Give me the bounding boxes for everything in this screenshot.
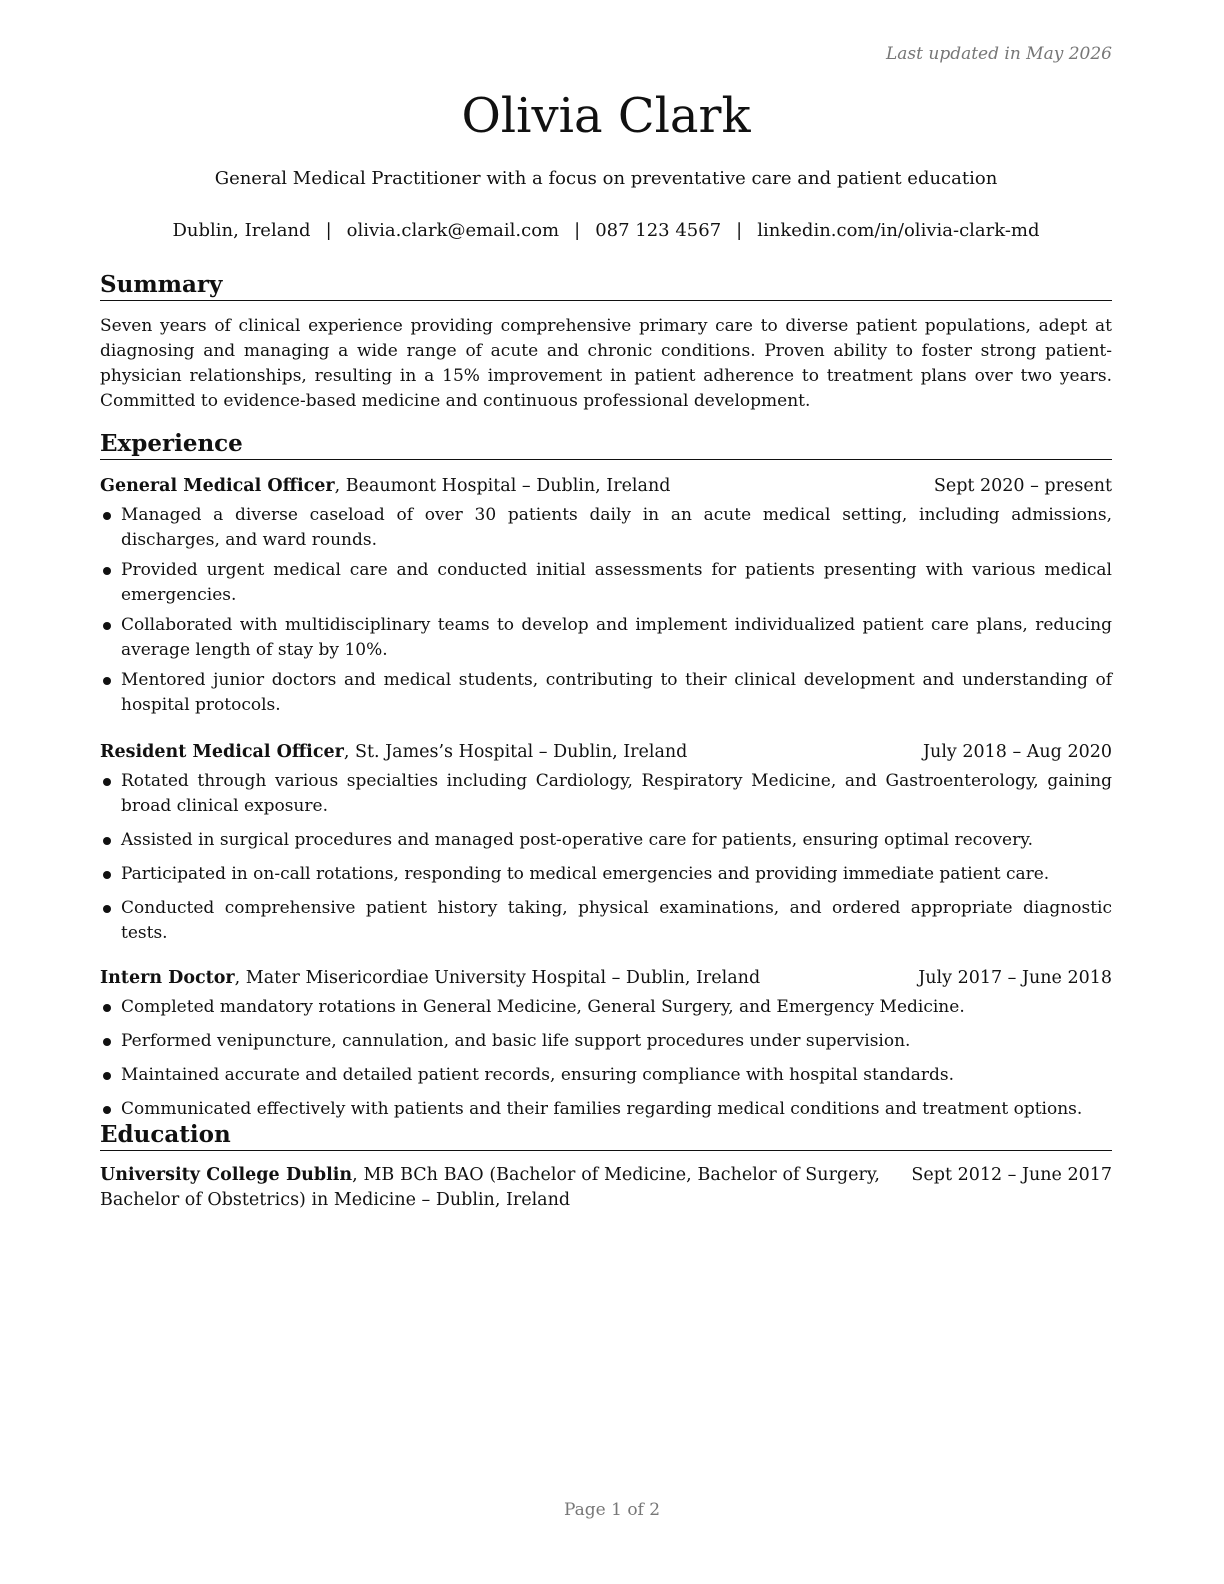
section-title-experience: Experience	[100, 429, 1112, 460]
bullet-icon	[103, 1072, 111, 1080]
bullet-item: Assisted in surgical procedures and managed post-operative care for patients, ensuring optimal recovery.	[100, 828, 1112, 853]
bullet-item: Provided urgent medical care and conducted initial assessments for patients presenting with various medical emergencies.	[100, 558, 1112, 608]
bullet-item: Maintained accurate and detailed patient records, ensuring compliance with hospital standards.	[100, 1063, 1112, 1088]
contact-location: Dublin, Ireland	[172, 220, 311, 241]
job-entry	[100, 966, 1112, 1122]
edu-dates: Sept 2012 – June 2017	[911, 1165, 1112, 1185]
bullet-icon	[103, 622, 111, 630]
job-bullets	[100, 769, 1112, 946]
bullet-icon	[103, 567, 111, 575]
job-org: , Mater Misericordiae University Hospital – Dublin, Ireland	[234, 968, 761, 988]
contact-line	[100, 218, 1112, 244]
bullet-item: Rotated through various specialties including Cardiology, Respiratory Medicine, and Gastroenterology, gaining broad clinical exposure.	[100, 769, 1112, 819]
contact-phone: 087 123 4567	[595, 220, 722, 241]
summary-text: Seven years of clinical experience providing comprehensive primary care to diverse patient populations, adept at diagnosing and managing a wide range of acute and chronic conditions. Proven ability to foster strong patient-physician relationships, resulting in a 15% improvement in patient adherence to treatment plans over two years. Committed to evidence-based medicine and continuous professional development.	[100, 316, 1112, 411]
candidate-name: Olivia Clark	[461, 88, 751, 144]
job-dates: Sept 2020 – present	[933, 476, 1112, 496]
bullet-icon	[103, 778, 111, 786]
contact-separator: |	[574, 220, 581, 241]
job-role: Resident Medical Officer	[100, 742, 344, 762]
bullet-item: Completed mandatory rotations in General Medicine, General Surgery, and Emergency Medicine.	[100, 995, 1112, 1020]
bullet-icon	[103, 1004, 111, 1012]
job-bullets	[100, 503, 1112, 718]
bullet-item: Performed venipuncture, cannulation, and basic life support procedures under supervision.	[100, 1029, 1112, 1054]
contact-separator: |	[736, 220, 743, 241]
bullet-item: Managed a diverse caseload of over 30 patients daily in an acute medical setting, including admissions, discharges, and ward rounds.	[100, 503, 1112, 553]
bullet-item: Collaborated with multidisciplinary teams to develop and implement individualized patient care plans, reducing average length of stay by 10%.	[100, 613, 1112, 663]
edu-detail: , MB BCh BAO (Bachelor of Medicine, Bachelor of Surgery, Bachelor of Obstetrics) in Medicine – Dublin, Ireland	[100, 1165, 880, 1210]
edu-school: University College Dublin	[100, 1165, 353, 1185]
last-updated: Last updated in May 2026	[885, 44, 1112, 64]
job-header	[100, 740, 1112, 765]
job-org: , St. James’s Hospital – Dublin, Ireland	[343, 742, 688, 762]
bullet-icon	[103, 905, 111, 913]
summary-section	[100, 270, 1112, 414]
bullet-icon	[103, 1106, 111, 1114]
job-dates: July 2018 – Aug 2020	[923, 742, 1112, 762]
bullet-item: Mentored junior doctors and medical students, contributing to their clinical development and understanding of hospital protocols.	[100, 668, 1112, 718]
bullet-icon	[103, 871, 111, 879]
page-number: Page 1 of 2	[563, 1500, 661, 1520]
job-header	[100, 966, 1112, 991]
tagline: General Medical Practitioner with a focus on preventative care and patient education	[214, 168, 998, 189]
job-bullets	[100, 995, 1112, 1122]
job-dates: July 2017 – June 2018	[918, 968, 1112, 988]
experience-section	[100, 429, 1112, 1131]
bullet-icon	[103, 677, 111, 685]
job-role: General Medical Officer	[100, 476, 335, 496]
contact-separator: |	[325, 220, 332, 241]
bullet-item: Participated in on-call rotations, responding to medical emergencies and providing immediate patient care.	[100, 862, 1112, 887]
section-title-education: Education	[100, 1120, 1112, 1151]
job-entry	[100, 740, 1112, 946]
job-header	[100, 474, 1112, 499]
section-title-summary: Summary	[100, 270, 1112, 301]
education-section	[100, 1120, 1112, 1213]
bullet-item: Conducted comprehensive patient history taking, physical examinations, and ordered appropriate diagnostic tests.	[100, 896, 1112, 946]
job-role: Intern Doctor	[100, 968, 235, 988]
job-org: , Beaumont Hospital – Dublin, Ireland	[334, 476, 671, 496]
bullet-icon	[103, 512, 111, 520]
bullet-icon	[103, 1038, 111, 1046]
job-entry	[100, 474, 1112, 718]
bullet-icon	[103, 837, 111, 845]
education-entry	[100, 1163, 1112, 1213]
contact-email[interactable]: olivia.clark@email.com	[346, 220, 560, 241]
contact-linkedin[interactable]: linkedin.com/in/olivia-clark-md	[757, 220, 1040, 241]
bullet-item: Communicated effectively with patients and their families regarding medical conditions and treatment options.	[100, 1097, 1112, 1122]
